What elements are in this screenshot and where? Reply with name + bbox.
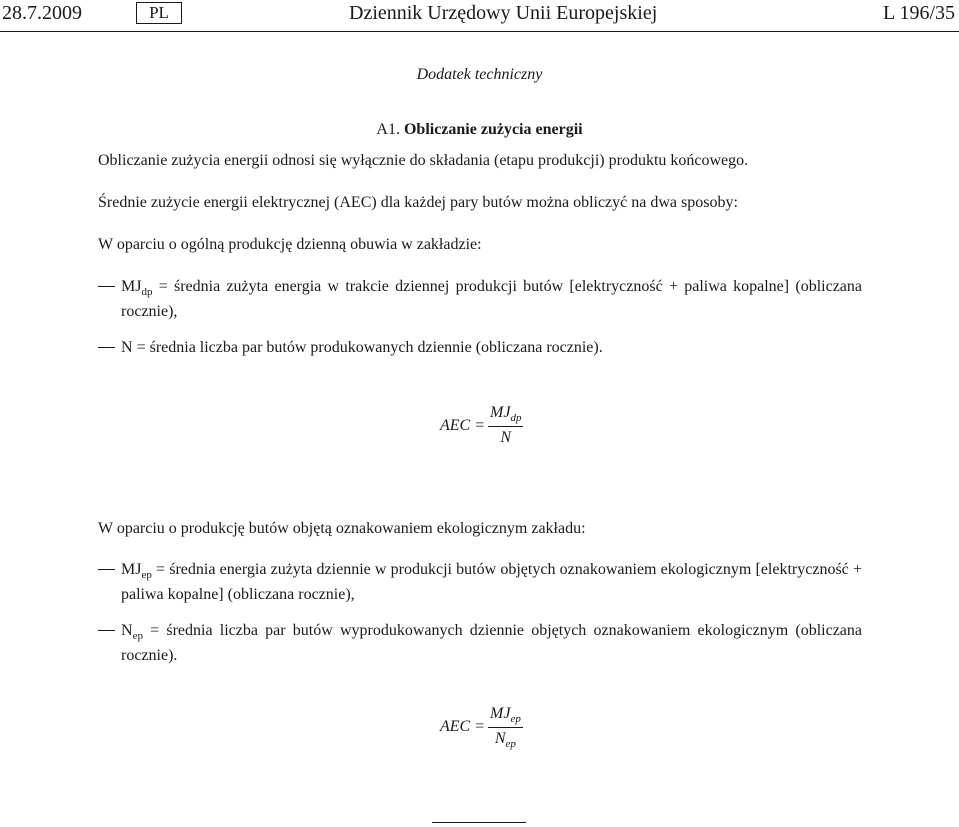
definition-text: = średnia liczba par butów produkowanych dziennie (obliczana rocznie).	[132, 339, 603, 356]
formula-lhs: AEC =	[440, 417, 486, 434]
end-rule	[432, 822, 526, 823]
definition-text: = średnia energia zużyta dziennie w produkcji butów objętych oznakowaniem ekologicznym [elektryczność + paliwa kopalne] (obliczana rocznie),	[121, 561, 862, 603]
numerator-symbol: MJ	[490, 404, 511, 421]
denominator-subscript: ep	[505, 738, 516, 750]
paragraph-method-1: W oparciu o ogólną produkcję dzienną obuwia w zakładzie:	[98, 236, 482, 253]
formula-aec-ecolabel	[440, 705, 550, 758]
dash-marker	[98, 630, 115, 631]
language-badge: PL	[136, 2, 182, 24]
definition-text: = średnia zużyta energia w trakcie dziennej produkcji butów [elektryczność + paliwa kopalne] (obliczana rocznie),	[121, 278, 862, 320]
paragraph-aec-intro: Średnie zużycie energii elektrycznej (AEC) dla każdej pary butów można obliczyć na dwa sposoby:	[98, 194, 738, 211]
numerator-subscript: dp	[510, 412, 522, 424]
page-header	[0, 0, 959, 34]
journal-title: Dziennik Urzędowy Unii Europejskiej	[349, 2, 658, 24]
definition-symbol: N	[121, 339, 133, 356]
definition-subscript: ep	[141, 569, 152, 581]
formula-numerator	[488, 404, 523, 427]
definition-item	[98, 621, 862, 665]
formula-aec-total	[440, 404, 550, 457]
formula-numerator	[488, 705, 523, 728]
formula-fraction	[488, 705, 523, 750]
formula-lhs: AEC =	[440, 718, 486, 735]
definition-item	[98, 560, 862, 604]
denominator-symbol: N	[500, 429, 512, 446]
definition-symbol: N	[121, 622, 133, 639]
dash-marker	[98, 286, 115, 287]
dash-marker	[98, 569, 115, 570]
formula-denominator	[488, 728, 523, 750]
section-number: A1.	[376, 121, 400, 138]
definition-subscript: dp	[141, 286, 153, 298]
definition-subscript: ep	[132, 630, 143, 642]
numerator-symbol: MJ	[490, 705, 511, 722]
denominator-symbol: N	[494, 730, 506, 747]
definition-text: = średnia liczba par butów wyprodukowanych dziennie objętych oznakowaniem ekologicznym (obliczana rocznie).	[121, 622, 862, 664]
dash-marker	[98, 347, 115, 348]
formula-denominator	[488, 427, 523, 449]
definition-symbol: MJ	[121, 561, 142, 578]
section-title	[0, 121, 959, 139]
definition-item	[98, 338, 862, 363]
publication-date: 28.7.2009	[2, 2, 82, 24]
definition-item	[98, 277, 862, 321]
page-number: L 196/35	[882, 2, 955, 24]
paragraph-method-2: W oparciu o produkcję butów objętą oznakowaniem ekologicznym zakładu:	[98, 520, 586, 537]
paragraph-scope: Obliczanie zużycia energii odnosi się wyłącznie do składania (etapu produkcji) produktu końcowego.	[98, 152, 749, 169]
definition-symbol: MJ	[121, 278, 142, 295]
annex-title: Dodatek techniczny	[416, 66, 543, 83]
header-rule	[0, 31, 959, 32]
section-heading: Obliczanie zużycia energii	[403, 121, 583, 138]
numerator-subscript: ep	[510, 713, 521, 725]
formula-fraction	[488, 404, 523, 449]
